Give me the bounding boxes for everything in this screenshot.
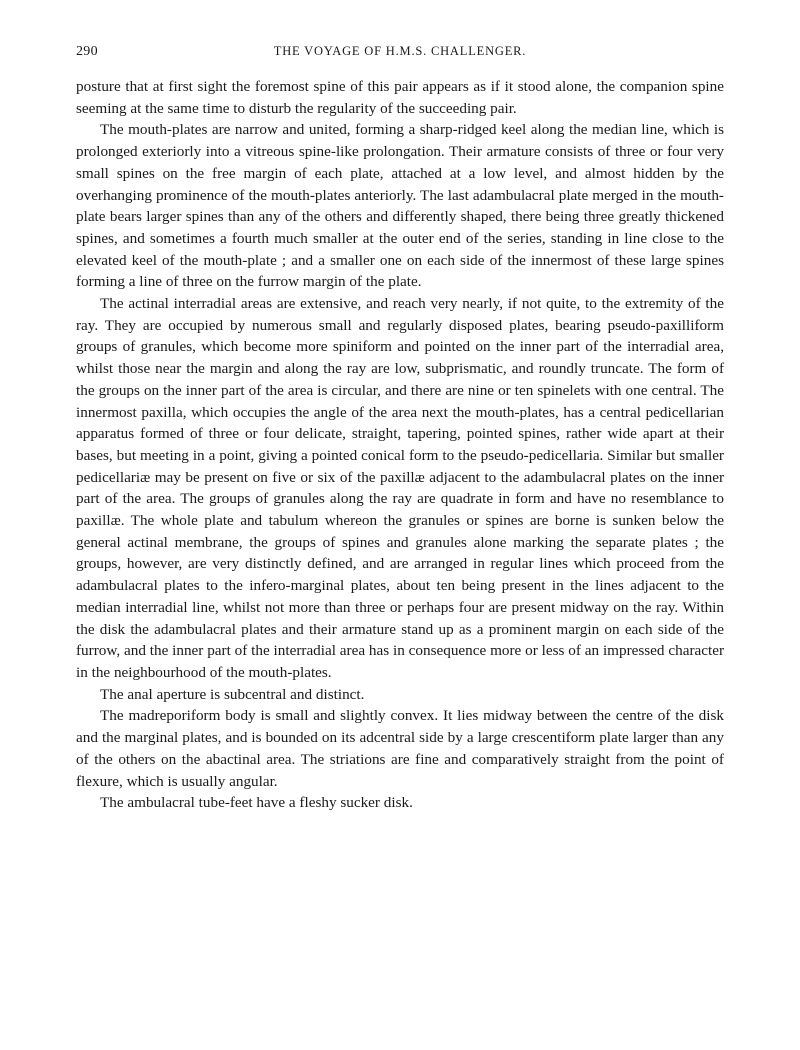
page-number: 290 (76, 44, 98, 59)
paragraph-madreporiform-body: The madreporiform body is small and slightly convex. It lies midway between the centre of the disk and the marginal plates, and is bounded on its adcentral side by a large crescentiform plate larger than any of the others on the abactinal area. The striations are fine and comparatively straight from the point of flexure, which is usually angular. (76, 707, 724, 790)
body-text (76, 76, 724, 814)
running-title: THE VOYAGE OF H.M.S. CHALLENGER. (273, 44, 527, 58)
running-head (76, 40, 724, 64)
paragraph-mouth-plates: The mouth-plates are narrow and united, forming a sharp-ridged keel along the median line, which is prolonged exteriorly into a vitreous spine-like prolongation. Their armature consists of three or four very small spines on the free margin of each plate, attached at a low level, and almost hidden by the overhanging prominence of the mouth-plates anteriorly. The last adambulacral plate merged in the mouth-plate bears larger spines than any of the others and differently shaped, there being three greatly thickened spines, and sometimes a fourth much smaller at the outer end of the series, standing in line close to the elevated keel of the mouth-plate ; and a smaller one on each side of the innermost of these large spines forming a line of three on the furrow margin of the plate. (76, 121, 724, 291)
paragraph-anal-aperture: The anal aperture is subcentral and distinct. (100, 685, 365, 703)
paragraph-tube-feet: The ambulacral tube-feet have a fleshy sucker disk. (100, 794, 413, 812)
book-page (76, 40, 724, 814)
paragraph-continuation: posture that at first sight the foremost spine of this pair appears as if it stood alone, the companion spine seeming at the same time to disturb the regularity of the succeeding pair. (76, 78, 724, 117)
paragraph-actinal-interradial-areas: The actinal interradial areas are extensive, and reach very nearly, if not quite, to the extremity of the ray. They are occupied by numerous small and regularly disposed plates, bearing pseudo-paxilliform groups of granules, which become more spiniform and pointed on the inner part of the interradial area, whilst those near the margin and along the ray are low, subprismatic, and roundly truncate. The form of the groups on the inner part of the area is circular, and there are nine or ten spinelets with one central. The innermost paxilla, which occupies the angle of the area next the mouth-plates, has a central pedicellarian apparatus formed of three or four delicate, straight, tapering, pointed spines, rather wide apart at their bases, but meeting in a point, giving a pointed conical form to the pseudo-pedicellaria. Similar but smaller pedicellariæ may be present on five or six of the paxillæ adjacent to the adambulacral plates on the inner part of the area. The groups of granules along the ray are quadrate in form and have no resemblance to paxillæ. The whole plate and tabulum whereon the granules or spines are borne is sunken below the general actinal membrane, the groups of spines and granules alone marking the separate plates ; the groups, however, are very distinctly defined, and are arranged in regular lines which proceed from the adambulacral plates to the infero-marginal plates, about ten being present in the lines adjacent to the median interradial line, whilst not more than three or perhaps four are present midway on the ray. Within the disk the adambulacral plates and their armature stand up as a prominent margin on each side of the furrow, and the inner part of the interradial area has in consequence more or less of an impressed character in the neighbourhood of the mouth-plates. (76, 295, 724, 681)
